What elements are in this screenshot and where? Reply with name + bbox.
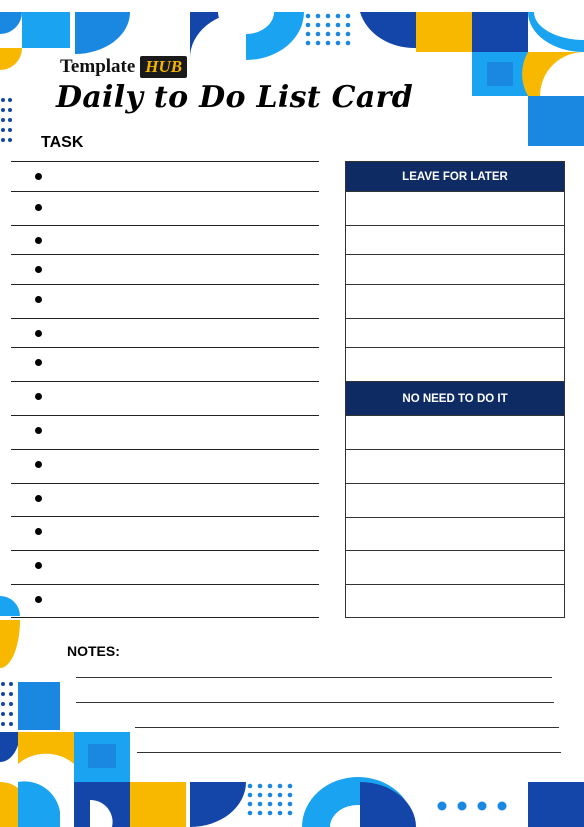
no-need-to-do-cell bbox=[346, 450, 565, 484]
notes-label: NOTES: bbox=[67, 643, 120, 659]
task-line bbox=[11, 617, 319, 618]
task-line bbox=[11, 318, 319, 319]
no-need-to-do-header: NO NEED TO DO IT bbox=[346, 382, 565, 416]
no-need-to-do-cell bbox=[346, 484, 565, 518]
task-bullet bbox=[35, 296, 42, 303]
task-line bbox=[11, 284, 319, 285]
task-bullet bbox=[35, 266, 42, 273]
task-bullet bbox=[35, 173, 42, 180]
task-line bbox=[11, 415, 319, 416]
task-line bbox=[11, 516, 319, 517]
task-bullet bbox=[35, 528, 42, 535]
leave-for-later-cell bbox=[346, 226, 565, 255]
task-bullet bbox=[35, 427, 42, 434]
page-title: Daily to Do List Card bbox=[56, 80, 413, 115]
no-need-to-do-cell bbox=[346, 551, 565, 585]
no-need-to-do-cell bbox=[346, 518, 565, 551]
task-line bbox=[11, 347, 319, 348]
task-header: TASK bbox=[41, 134, 84, 151]
leave-for-later-cell bbox=[346, 255, 565, 285]
no-need-to-do-cell bbox=[346, 416, 565, 450]
task-bullet bbox=[35, 237, 42, 244]
leave-for-later-header: LEAVE FOR LATER bbox=[346, 162, 565, 192]
leave-for-later-cell bbox=[346, 319, 565, 348]
logo-template-text: Template bbox=[60, 56, 136, 77]
task-line bbox=[11, 191, 319, 192]
task-line bbox=[11, 584, 319, 585]
task-line bbox=[11, 254, 319, 255]
task-bullet bbox=[35, 393, 42, 400]
notes-line bbox=[76, 702, 554, 703]
task-bullet bbox=[35, 562, 42, 569]
task-line bbox=[11, 550, 319, 551]
priority-table bbox=[345, 161, 565, 618]
task-line bbox=[11, 161, 319, 162]
task-bullet bbox=[35, 495, 42, 502]
task-line bbox=[11, 381, 319, 382]
notes-line bbox=[135, 727, 559, 728]
template-hub-logo bbox=[60, 56, 187, 78]
task-bullet bbox=[35, 596, 42, 603]
notes-line bbox=[76, 677, 552, 678]
task-line bbox=[11, 483, 319, 484]
task-bullet bbox=[35, 461, 42, 468]
leave-for-later-cell bbox=[346, 192, 565, 226]
task-bullet bbox=[35, 359, 42, 366]
leave-for-later-cell bbox=[346, 285, 565, 319]
task-bullet bbox=[35, 330, 42, 337]
leave-for-later-cell bbox=[346, 348, 565, 382]
notes-line bbox=[137, 752, 561, 753]
logo-hub-badge: HUB bbox=[140, 56, 187, 78]
task-line bbox=[11, 225, 319, 226]
task-line bbox=[11, 449, 319, 450]
task-bullet bbox=[35, 204, 42, 211]
no-need-to-do-cell bbox=[346, 585, 565, 618]
